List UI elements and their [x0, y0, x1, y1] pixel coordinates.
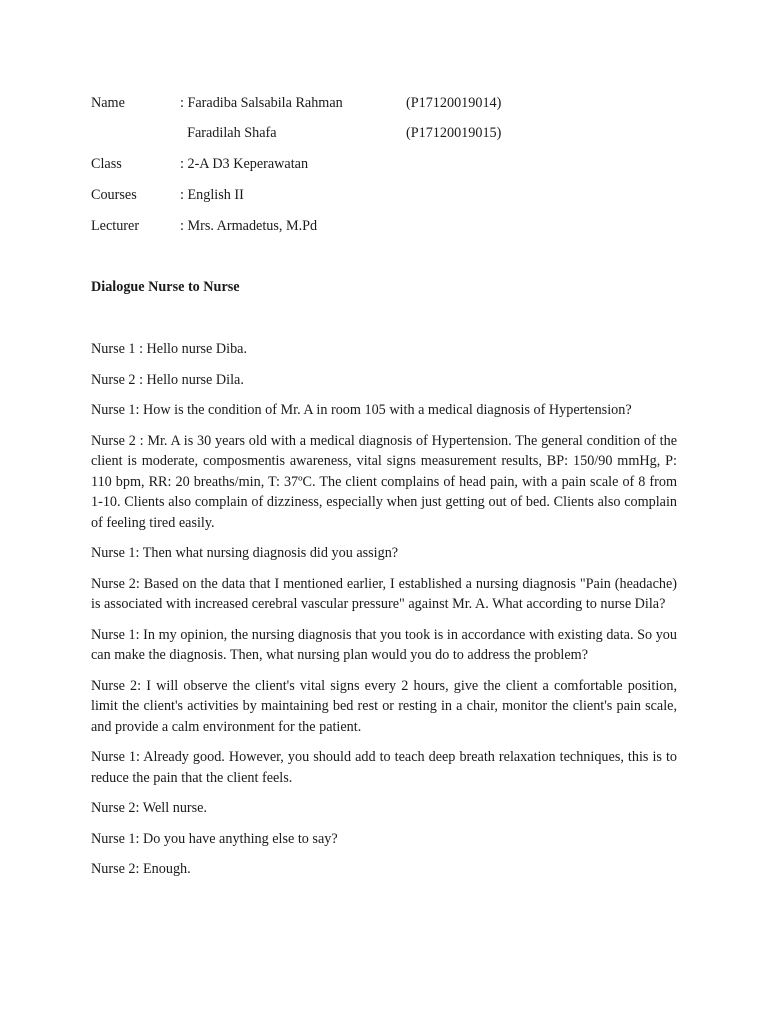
header-value: : English II — [180, 187, 244, 203]
dialogue-title: Dialogue Nurse to Nurse — [91, 279, 240, 295]
header-value: : Mrs. Armadetus, M.Pd — [180, 218, 318, 234]
dialogue-line: Nurse 2: Based on the data that I mentioned earlier, I established a nursing diagnosis "Pain (headache) is associated with increased cerebral vascular pressure" against Mr. A. What according to nurse Dila? — [91, 575, 677, 612]
header-label: Lecturer — [91, 218, 140, 234]
header-student-id: (P17120019014) — [406, 95, 502, 111]
header-label: Courses — [91, 187, 137, 203]
dialogue-line: Nurse 2: Enough. — [91, 861, 191, 877]
dialogue-body — [91, 339, 677, 890]
header-value: : Faradiba Salsabila Rahman — [180, 95, 343, 111]
header-value: Faradilah Shafa — [180, 125, 277, 141]
header-label: Name — [91, 95, 125, 111]
dialogue-line: Nurse 1: In my opinion, the nursing diagnosis that you took is in accordance with existing data. So you can make the diagnosis. Then, what nursing plan would you do to address the problem? — [91, 626, 677, 663]
dialogue-line: Nurse 1: Then what nursing diagnosis did you assign? — [91, 545, 399, 561]
dialogue-line: Nurse 2 : Mr. A is 30 years old with a medical diagnosis of Hypertension. The general condition of the client is moderate, composmentis awareness, vital signs measurement results, BP: 150/90 mmHg, P: 110 bpm, RR: 20 breaths/min, T: 37ºC. The client complains of head pain, with a pain scale of 8 from 1-10. Clients also complain of dizziness, especially when just getting out of bed. Clients also complain of feeling tired easily. — [91, 432, 677, 531]
header-label: Class — [91, 156, 122, 172]
dialogue-line: Nurse 2 : Hello nurse Dila. — [91, 371, 244, 388]
dialogue-line: Nurse 1: How is the condition of Mr. A in room 105 with a medical diagnosis of Hypertension? — [91, 402, 632, 418]
dialogue-line: Nurse 2: Well nurse. — [91, 800, 208, 816]
dialogue-line: Nurse 2: I will observe the client's vital signs every 2 hours, give the client a comfortable position, limit the client's activities by maintaining bed rest or resting in a chair, monitor the client's pain scale, and provide a calm environment for the patient. — [91, 677, 677, 735]
header-student-id: (P17120019015) — [406, 125, 502, 141]
dialogue-line: Nurse 1: Do you have anything else to say? — [91, 830, 338, 847]
header-value: : 2-A D3 Keperawatan — [180, 156, 309, 172]
dialogue-line: Nurse 1 : Hello nurse Diba. — [91, 341, 248, 357]
dialogue-line: Nurse 1: Already good. However, you should add to teach deep breath relaxation techniques, this is to reduce the pain that the client feels. — [91, 749, 677, 786]
